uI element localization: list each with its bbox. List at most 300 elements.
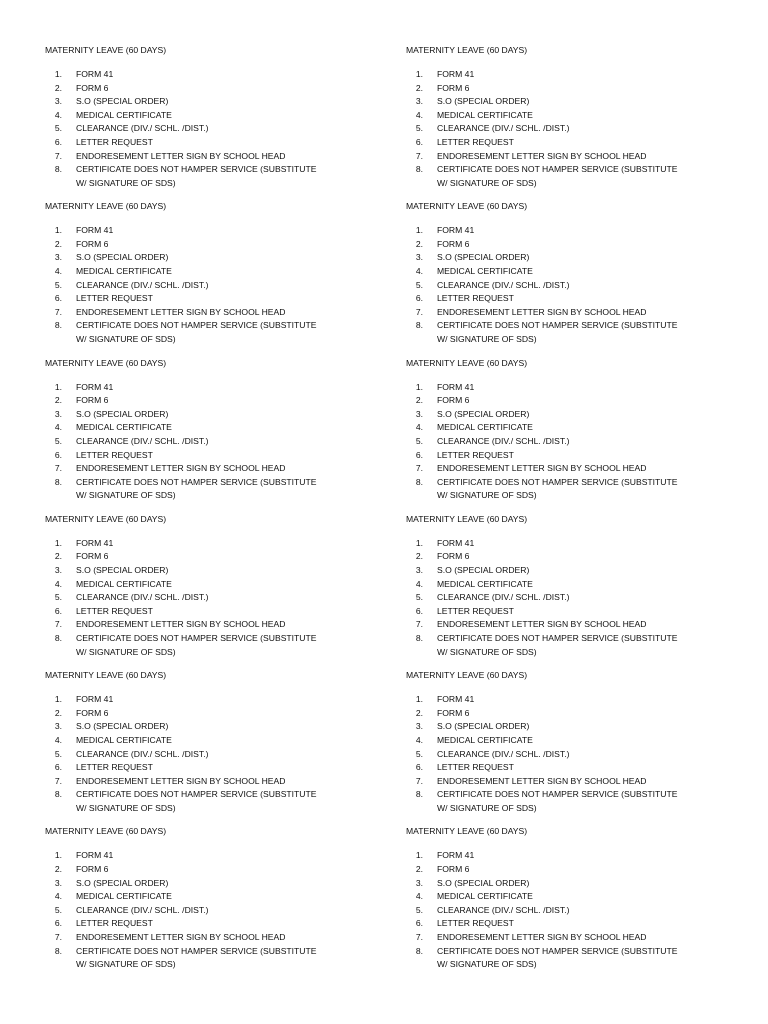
item-number: 7. — [54, 463, 62, 474]
list-item — [45, 136, 406, 150]
requirements-list — [406, 849, 745, 971]
list-item — [45, 788, 406, 815]
item-number: 1. — [415, 850, 423, 861]
item-text: FORM 41 — [437, 69, 475, 79]
item-number: 5. — [415, 123, 423, 134]
item-number: 2. — [415, 707, 423, 718]
item-text: FORM 41 — [76, 381, 114, 392]
item-text: ENDORESEMENT LETTER SIGN BY SCHOOL HEAD — [76, 306, 286, 317]
item-number: 3. — [415, 96, 423, 107]
item-number: 3. — [54, 408, 62, 419]
item-text: CERTIFICATE DOES NOT HAMPER SERVICE (SUBSTITUTE W/ SIGNATURE OF SDS) — [437, 789, 678, 813]
block-title: MATERNITY LEAVE (60 DAYS) — [45, 670, 167, 681]
item-text: MEDICAL CERTIFICATE — [76, 578, 172, 589]
list-item — [406, 863, 745, 877]
item-number: 3. — [54, 96, 62, 107]
maternity-leave-block — [45, 513, 406, 669]
item-text: CERTIFICATE DOES NOT HAMPER SERVICE (SUBSTITUTE W/ SIGNATURE OF SDS) — [437, 476, 678, 501]
item-number: 7. — [54, 306, 62, 317]
list-item — [45, 550, 406, 564]
item-number: 5. — [54, 279, 62, 290]
list-item — [45, 68, 406, 82]
item-text: S.O (SPECIAL ORDER) — [437, 721, 530, 732]
requirements-list — [406, 381, 745, 503]
item-text: S.O (SPECIAL ORDER) — [76, 252, 169, 263]
block-title: MATERNITY LEAVE (60 DAYS) — [45, 357, 167, 368]
item-number: 4. — [415, 422, 423, 433]
item-text: S.O (SPECIAL ORDER) — [437, 408, 530, 419]
list-item — [406, 408, 745, 422]
list-item — [45, 863, 406, 877]
list-item — [45, 904, 406, 918]
item-number: 8. — [54, 476, 62, 487]
item-number: 5. — [54, 748, 62, 759]
list-item — [45, 82, 406, 96]
item-text: MEDICAL CERTIFICATE — [76, 891, 172, 902]
requirements-list — [45, 849, 406, 971]
item-number: 1. — [54, 694, 62, 705]
item-text: S.O (SPECIAL ORDER) — [76, 565, 169, 576]
list-item — [45, 449, 406, 463]
item-number: 3. — [415, 408, 423, 419]
item-number: 1. — [54, 69, 62, 79]
list-item — [406, 109, 745, 123]
item-text: CLEARANCE (DIV./ SCHL. /DIST.) — [76, 904, 209, 915]
list-item — [406, 917, 745, 931]
item-text: CLEARANCE (DIV./ SCHL. /DIST.) — [76, 748, 209, 759]
item-number: 7. — [54, 932, 62, 943]
item-number: 4. — [415, 734, 423, 745]
item-number: 1. — [54, 850, 62, 861]
item-number: 4. — [415, 578, 423, 589]
item-number: 4. — [54, 109, 62, 120]
list-item — [406, 224, 745, 238]
maternity-leave-block — [406, 669, 745, 825]
list-item — [45, 877, 406, 891]
list-item — [406, 632, 745, 659]
item-number: 5. — [415, 435, 423, 446]
item-number: 4. — [415, 109, 423, 120]
list-item — [45, 251, 406, 265]
block-title: MATERNITY LEAVE (60 DAYS) — [45, 826, 167, 837]
item-number: 1. — [54, 225, 62, 236]
item-number: 2. — [54, 82, 62, 93]
list-item — [406, 849, 745, 863]
list-item — [45, 720, 406, 734]
list-item — [45, 163, 406, 190]
requirements-list — [45, 381, 406, 503]
list-item — [406, 421, 745, 435]
item-number: 3. — [54, 721, 62, 732]
item-text: CERTIFICATE DOES NOT HAMPER SERVICE (SUBSTITUTE W/ SIGNATURE OF SDS) — [76, 945, 317, 970]
item-number: 6. — [54, 918, 62, 929]
item-number: 2. — [54, 864, 62, 875]
item-number: 4. — [415, 891, 423, 902]
item-text: FORM 41 — [437, 225, 475, 236]
item-number: 3. — [54, 252, 62, 263]
item-number: 3. — [415, 721, 423, 732]
list-item — [406, 136, 745, 150]
requirements-list — [45, 68, 406, 190]
item-number: 5. — [415, 279, 423, 290]
list-item — [406, 292, 745, 306]
item-number: 6. — [54, 293, 62, 304]
maternity-leave-block — [406, 513, 745, 669]
list-item — [45, 109, 406, 123]
item-text: ENDORESEMENT LETTER SIGN BY SCHOOL HEAD — [437, 463, 647, 474]
item-text: LETTER REQUEST — [76, 136, 153, 147]
list-item — [406, 775, 745, 789]
block-title: MATERNITY LEAVE (60 DAYS) — [406, 357, 528, 368]
list-item — [406, 693, 745, 707]
maternity-leave-block — [406, 44, 745, 200]
block-title: MATERNITY LEAVE (60 DAYS) — [406, 45, 528, 55]
item-number: 2. — [54, 238, 62, 249]
item-text: ENDORESEMENT LETTER SIGN BY SCHOOL HEAD — [76, 775, 286, 786]
item-number: 1. — [415, 694, 423, 705]
item-text: LETTER REQUEST — [437, 762, 514, 773]
list-item — [406, 306, 745, 320]
list-item — [406, 537, 745, 551]
list-item — [45, 707, 406, 721]
item-number: 5. — [415, 592, 423, 603]
item-number: 8. — [415, 633, 423, 644]
block-title: MATERNITY LEAVE (60 DAYS) — [45, 45, 167, 55]
maternity-leave-block — [45, 669, 406, 825]
item-number: 3. — [415, 565, 423, 576]
item-text: FORM 41 — [76, 694, 114, 705]
block-title: MATERNITY LEAVE (60 DAYS) — [45, 201, 167, 212]
list-item — [45, 435, 406, 449]
item-text: CLEARANCE (DIV./ SCHL. /DIST.) — [437, 123, 570, 134]
item-text: CLEARANCE (DIV./ SCHL. /DIST.) — [76, 435, 209, 446]
item-text: CERTIFICATE DOES NOT HAMPER SERVICE (SUBSTITUTE W/ SIGNATURE OF SDS) — [76, 633, 317, 657]
item-text: CERTIFICATE DOES NOT HAMPER SERVICE (SUBSTITUTE W/ SIGNATURE OF SDS) — [76, 320, 317, 345]
list-item — [406, 890, 745, 904]
requirements-list — [45, 224, 406, 346]
list-item — [406, 578, 745, 592]
list-item — [45, 122, 406, 136]
item-text: MEDICAL CERTIFICATE — [437, 109, 533, 120]
item-number: 8. — [54, 945, 62, 956]
item-text: CLEARANCE (DIV./ SCHL. /DIST.) — [437, 904, 570, 915]
list-item — [45, 408, 406, 422]
requirements-list — [45, 693, 406, 815]
item-number: 5. — [54, 904, 62, 915]
item-number: 2. — [54, 707, 62, 718]
item-text: LETTER REQUEST — [76, 449, 153, 460]
list-item — [406, 122, 745, 136]
item-number: 8. — [415, 164, 423, 175]
list-item — [406, 564, 745, 578]
item-text: ENDORESEMENT LETTER SIGN BY SCHOOL HEAD — [437, 306, 647, 317]
item-number: 6. — [415, 449, 423, 460]
list-item — [45, 618, 406, 632]
maternity-leave-block — [406, 357, 745, 513]
maternity-leave-block — [45, 825, 406, 981]
list-item — [45, 394, 406, 408]
item-text: CERTIFICATE DOES NOT HAMPER SERVICE (SUBSTITUTE W/ SIGNATURE OF SDS) — [76, 476, 317, 501]
item-text: LETTER REQUEST — [76, 918, 153, 929]
item-text: FORM 6 — [437, 707, 470, 718]
block-title: MATERNITY LEAVE (60 DAYS) — [406, 826, 528, 837]
item-text: CLEARANCE (DIV./ SCHL. /DIST.) — [437, 435, 570, 446]
list-item — [45, 476, 406, 503]
item-number: 2. — [415, 395, 423, 406]
item-text: ENDORESEMENT LETTER SIGN BY SCHOOL HEAD — [437, 932, 647, 943]
maternity-leave-block — [45, 357, 406, 513]
list-item — [406, 761, 745, 775]
item-number: 6. — [54, 762, 62, 773]
item-text: CERTIFICATE DOES NOT HAMPER SERVICE (SUBSTITUTE W/ SIGNATURE OF SDS) — [437, 320, 678, 345]
list-item — [406, 605, 745, 619]
item-number: 6. — [415, 293, 423, 304]
item-number: 8. — [415, 789, 423, 800]
item-number: 6. — [54, 605, 62, 616]
item-number: 6. — [54, 136, 62, 147]
block-title: MATERNITY LEAVE (60 DAYS) — [406, 670, 528, 681]
maternity-leave-block — [45, 200, 406, 356]
item-number: 6. — [415, 136, 423, 147]
item-text: MEDICAL CERTIFICATE — [76, 109, 172, 120]
list-item — [406, 476, 745, 503]
list-item — [406, 734, 745, 748]
item-number: 3. — [415, 252, 423, 263]
item-number: 7. — [415, 150, 423, 161]
item-text: CLEARANCE (DIV./ SCHL. /DIST.) — [437, 279, 570, 290]
list-item — [406, 163, 745, 190]
list-item — [45, 775, 406, 789]
item-text: CLEARANCE (DIV./ SCHL. /DIST.) — [76, 279, 209, 290]
item-text: MEDICAL CERTIFICATE — [437, 891, 533, 902]
list-item — [406, 591, 745, 605]
item-number: 6. — [415, 762, 423, 773]
item-text: ENDORESEMENT LETTER SIGN BY SCHOOL HEAD — [76, 150, 286, 161]
maternity-leave-block — [406, 825, 745, 981]
item-text: FORM 41 — [76, 850, 114, 861]
item-text: FORM 6 — [437, 551, 470, 562]
item-text: MEDICAL CERTIFICATE — [437, 422, 533, 433]
list-item — [45, 931, 406, 945]
requirements-list — [406, 224, 745, 346]
item-text: CLEARANCE (DIV./ SCHL. /DIST.) — [76, 123, 209, 134]
item-text: CLEARANCE (DIV./ SCHL. /DIST.) — [437, 748, 570, 759]
item-number: 8. — [415, 945, 423, 956]
item-text: ENDORESEMENT LETTER SIGN BY SCHOOL HEAD — [437, 775, 647, 786]
item-number: 8. — [54, 320, 62, 331]
item-text: FORM 6 — [76, 864, 109, 875]
item-text: S.O (SPECIAL ORDER) — [437, 877, 530, 888]
item-text: LETTER REQUEST — [76, 293, 153, 304]
list-item — [406, 877, 745, 891]
item-text: ENDORESEMENT LETTER SIGN BY SCHOOL HEAD — [76, 463, 286, 474]
item-number: 6. — [415, 605, 423, 616]
requirements-list — [45, 537, 406, 659]
list-item — [406, 707, 745, 721]
item-text: FORM 41 — [437, 537, 475, 548]
item-number: 4. — [415, 266, 423, 277]
item-number: 7. — [415, 775, 423, 786]
item-number: 8. — [415, 320, 423, 331]
item-text: LETTER REQUEST — [76, 762, 153, 773]
list-item — [406, 95, 745, 109]
item-text: LETTER REQUEST — [76, 605, 153, 616]
list-item — [406, 265, 745, 279]
item-number: 2. — [415, 551, 423, 562]
list-item — [45, 224, 406, 238]
item-number: 5. — [54, 592, 62, 603]
item-text: MEDICAL CERTIFICATE — [437, 578, 533, 589]
list-item — [45, 462, 406, 476]
requirements-list — [406, 68, 745, 190]
item-text: FORM 6 — [76, 82, 109, 93]
item-number: 5. — [54, 435, 62, 446]
item-text: LETTER REQUEST — [437, 449, 514, 460]
list-item — [406, 945, 745, 972]
item-number: 5. — [54, 123, 62, 134]
list-item — [45, 917, 406, 931]
item-text: S.O (SPECIAL ORDER) — [437, 565, 530, 576]
item-number: 5. — [415, 904, 423, 915]
list-item — [45, 605, 406, 619]
requirements-list — [406, 693, 745, 815]
item-number: 7. — [415, 463, 423, 474]
item-text: S.O (SPECIAL ORDER) — [437, 96, 530, 107]
item-number: 4. — [54, 891, 62, 902]
item-text: CERTIFICATE DOES NOT HAMPER SERVICE (SUBSTITUTE W/ SIGNATURE OF SDS) — [76, 789, 317, 813]
item-number: 8. — [54, 633, 62, 644]
list-item — [406, 68, 745, 82]
list-item — [406, 319, 745, 346]
item-text: CERTIFICATE DOES NOT HAMPER SERVICE (SUBSTITUTE W/ SIGNATURE OF SDS) — [437, 633, 678, 657]
item-text: FORM 6 — [437, 238, 470, 249]
item-text: CLEARANCE (DIV./ SCHL. /DIST.) — [437, 592, 570, 603]
list-item — [406, 748, 745, 762]
item-number: 1. — [415, 69, 423, 79]
list-item — [45, 150, 406, 164]
item-text: FORM 6 — [437, 864, 470, 875]
list-item — [406, 394, 745, 408]
block-title: MATERNITY LEAVE (60 DAYS) — [406, 513, 528, 524]
list-item — [406, 435, 745, 449]
item-text: LETTER REQUEST — [437, 605, 514, 616]
item-text: FORM 41 — [437, 694, 475, 705]
item-text: ENDORESEMENT LETTER SIGN BY SCHOOL HEAD — [76, 932, 286, 943]
item-text: MEDICAL CERTIFICATE — [437, 734, 533, 745]
item-text: LETTER REQUEST — [437, 136, 514, 147]
list-item — [45, 761, 406, 775]
item-number: 2. — [415, 238, 423, 249]
list-item — [406, 720, 745, 734]
list-item — [45, 238, 406, 252]
list-item — [45, 265, 406, 279]
item-text: FORM 6 — [76, 238, 109, 249]
list-item — [406, 462, 745, 476]
item-text: CERTIFICATE DOES NOT HAMPER SERVICE (SUBSTITUTE W/ SIGNATURE OF SDS) — [76, 164, 317, 188]
item-number: 2. — [415, 82, 423, 93]
item-text: FORM 6 — [437, 395, 470, 406]
item-number: 8. — [54, 789, 62, 800]
item-text: FORM 6 — [76, 395, 109, 406]
item-text: MEDICAL CERTIFICATE — [76, 422, 172, 433]
list-item — [406, 904, 745, 918]
item-number: 3. — [54, 877, 62, 888]
list-item — [406, 82, 745, 96]
item-text: S.O (SPECIAL ORDER) — [76, 96, 169, 107]
list-item — [45, 421, 406, 435]
item-number: 7. — [415, 306, 423, 317]
list-item — [406, 251, 745, 265]
item-text: MEDICAL CERTIFICATE — [76, 734, 172, 745]
block-title: MATERNITY LEAVE (60 DAYS) — [45, 513, 167, 524]
item-number: 3. — [415, 877, 423, 888]
list-item — [406, 931, 745, 945]
item-text: ENDORESEMENT LETTER SIGN BY SCHOOL HEAD — [437, 619, 647, 630]
requirements-list — [406, 537, 745, 659]
item-number: 2. — [54, 551, 62, 562]
list-item — [45, 632, 406, 659]
item-number: 4. — [54, 422, 62, 433]
item-number: 4. — [54, 266, 62, 277]
list-item — [45, 319, 406, 346]
list-item — [45, 890, 406, 904]
list-item — [45, 748, 406, 762]
item-text: FORM 41 — [437, 850, 475, 861]
item-text: FORM 6 — [76, 707, 109, 718]
item-number: 3. — [54, 565, 62, 576]
item-number: 7. — [54, 619, 62, 630]
list-item — [45, 693, 406, 707]
list-item — [45, 849, 406, 863]
list-item — [45, 564, 406, 578]
item-text: FORM 41 — [437, 381, 475, 392]
item-number: 1. — [54, 381, 62, 392]
list-item — [45, 591, 406, 605]
item-number: 4. — [54, 734, 62, 745]
item-number: 8. — [54, 164, 62, 175]
item-text: FORM 41 — [76, 69, 114, 79]
item-number: 8. — [415, 476, 423, 487]
item-text: S.O (SPECIAL ORDER) — [76, 877, 169, 888]
list-item — [45, 95, 406, 109]
item-number: 1. — [415, 537, 423, 548]
item-number: 7. — [54, 150, 62, 161]
item-text: FORM 41 — [76, 225, 114, 236]
item-text: LETTER REQUEST — [437, 918, 514, 929]
list-item — [45, 292, 406, 306]
item-text: MEDICAL CERTIFICATE — [437, 266, 533, 277]
item-text: ENDORESEMENT LETTER SIGN BY SCHOOL HEAD — [437, 150, 647, 161]
list-item — [406, 449, 745, 463]
list-item — [45, 537, 406, 551]
list-item — [406, 238, 745, 252]
list-item — [45, 279, 406, 293]
item-number: 6. — [54, 449, 62, 460]
maternity-leave-block — [406, 200, 745, 356]
item-text: MEDICAL CERTIFICATE — [76, 266, 172, 277]
item-number: 4. — [54, 578, 62, 589]
block-title: MATERNITY LEAVE (60 DAYS) — [406, 201, 528, 212]
item-number: 7. — [415, 619, 423, 630]
list-item — [406, 618, 745, 632]
item-text: S.O (SPECIAL ORDER) — [437, 252, 530, 263]
item-text: S.O (SPECIAL ORDER) — [76, 408, 169, 419]
item-text: CERTIFICATE DOES NOT HAMPER SERVICE (SUBSTITUTE W/ SIGNATURE OF SDS) — [437, 164, 678, 188]
item-text: S.O (SPECIAL ORDER) — [76, 721, 169, 732]
requirements-grid — [45, 44, 745, 982]
item-text: LETTER REQUEST — [437, 293, 514, 304]
item-text: CLEARANCE (DIV./ SCHL. /DIST.) — [76, 592, 209, 603]
